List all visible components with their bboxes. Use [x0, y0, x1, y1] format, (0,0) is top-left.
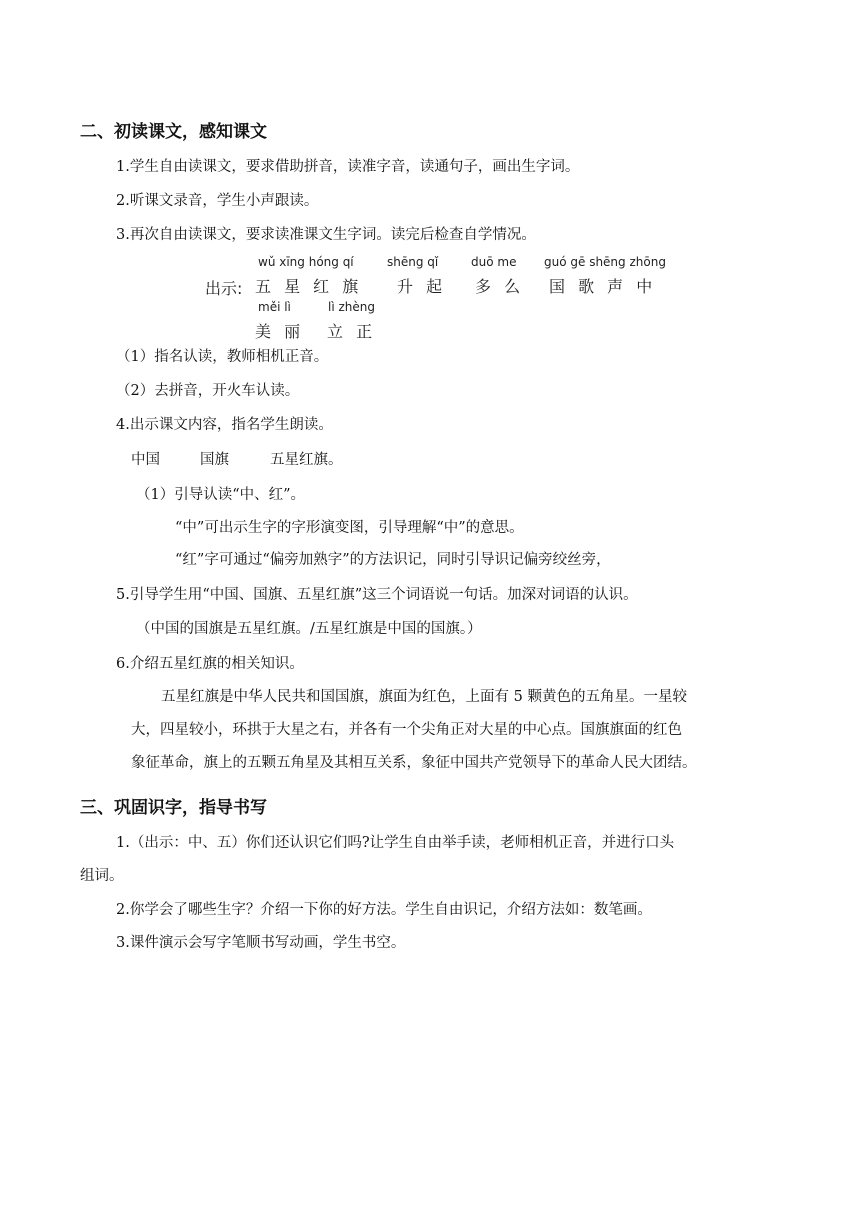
section-3-heading: 三、巩固识字，指导书写: [80, 798, 267, 818]
word-guoqi: 国旗: [200, 452, 229, 468]
hanzi-word: 多 么: [475, 277, 525, 296]
hanzi-word: 五 星 红 旗: [255, 277, 363, 296]
flag-description: [131, 681, 781, 780]
section-2-item-1: 1.学生自由读课文，要求借助拼音，读准字音，读通句子，画出生字词。: [116, 159, 580, 175]
pinyin-text: guó gē shēng zhōng: [544, 255, 666, 269]
hanzi-word: 升 起: [397, 277, 447, 296]
pinyin-text: wǔ xīng hóng qí: [258, 255, 354, 269]
guide-zhong: “中”可出示生字的字形演变图，引导理解“中”的意思。: [175, 520, 524, 536]
pinyin-chart: [205, 255, 685, 343]
word-zhongguo: 中国: [131, 452, 160, 468]
item-5-example: （中国的国旗是五星红旗。/五星红旗是中国的国旗。）: [136, 621, 482, 637]
section-2-item-4: 4.出示课文内容，指名学生朗读。: [116, 417, 333, 433]
section-3-item-1-cont: 组词。: [80, 868, 124, 884]
section-2-item-3: 3.再次自由读课文，要求读准课文生字词。读完后检查自学情况。: [116, 227, 536, 243]
section-3-item-2: 2.你学会了哪些生字？介绍一下你的好方法。学生自由识记，介绍方法如：数笔画。: [116, 902, 652, 918]
pinyin-text: shēng qǐ: [387, 255, 439, 269]
flag-description-line: 五星红旗是中华人民共和国国旗，旗面为红色，上面有 5 颗黄色的五角星。一星较: [161, 689, 687, 705]
hanzi-word: 美 丽: [255, 322, 305, 341]
section-3-item-1: 1.（出示：中、五）你们还认识它们吗?让学生自由举手读，老师相机正音，并进行口头: [116, 835, 675, 851]
guide-hong: “红”字可通过“偏旁加熟字”的方法识记，同时引导识记偏旁绞丝旁，: [175, 552, 611, 568]
pinyin-chart-label: 出示:: [205, 279, 243, 298]
section-2-item-5: 5.引导学生用“中国、国旗、五星红旗”这三个词语说一句话。加深对词语的认识。: [116, 587, 638, 603]
section-2-item-6: 6.介绍五星红旗的相关知识。: [116, 656, 304, 672]
section-2-item-2: 2.听课文录音，学生小声跟读。: [116, 193, 319, 209]
word-wuxinghongqi: 五星红旗。: [270, 452, 343, 468]
section-3-item-3: 3.课件演示会写字笔顺书写动画，学生书空。: [116, 935, 406, 951]
pinyin-text: měi lì: [258, 300, 291, 314]
flag-description-line: 象征革命，旗上的五颗五角星及其相互关系，象征中国共产党领导下的革命人民大团结。: [131, 755, 697, 771]
guide-heading: （1）引导认读“中、红”。: [136, 487, 306, 503]
section-2-heading: 二、初读课文，感知课文: [80, 122, 267, 142]
pinyin-text: lì zhèng: [328, 300, 375, 314]
section-2-sub-2: （2）去拼音，开火车认读。: [116, 383, 300, 399]
hanzi-word: 国 歌 声 中: [549, 277, 657, 296]
pinyin-text: duō me: [471, 255, 517, 269]
section-2-sub-1: （1）指名认读，教师相机正音。: [116, 349, 329, 365]
flag-description-line: 大，四星较小，环拱于大星之右，并各有一个尖角正对大星的中心点。国旗旗面的红色: [131, 722, 682, 738]
hanzi-word: 立 正: [327, 322, 377, 341]
